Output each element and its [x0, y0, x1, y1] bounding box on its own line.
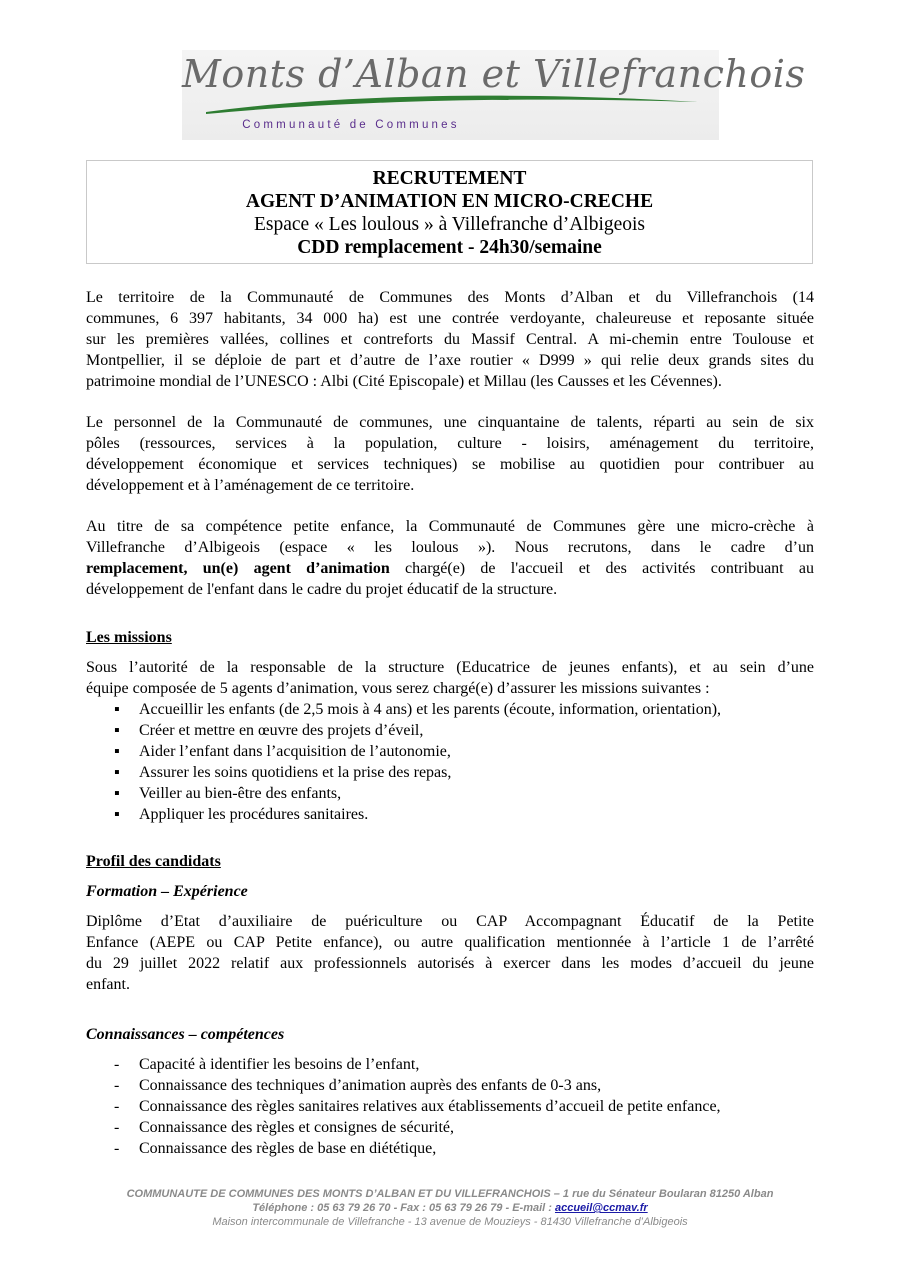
- list-item: ▪ Veiller au bien-être des enfants,: [114, 785, 342, 802]
- dash-icon: -: [114, 1140, 120, 1157]
- text-line: Villefranche d’Albigeois (espace « les loulous »). Nous recrutons, dans le cadre d’un: [86, 539, 814, 556]
- profile-section: [86, 851, 814, 872]
- highlight-role: remplacement, un(e) agent d’animation: [86, 560, 390, 577]
- skills-heading: Connaissances – compétences: [86, 1026, 285, 1043]
- logo-swoosh: [202, 90, 702, 118]
- footer-address: COMMUNAUTE DE COMMUNES DES MONTS D’ALBAN ET DU VILLEFRANCHOIS – 1 rue du Sénateur Boularan 81250 Alban: [126, 1188, 774, 1200]
- skills-section: [86, 1024, 814, 1045]
- list-item: ▪ Accueillir les enfants (de 2,5 mois à 4 ans) et les parents (écoute, information, orientation),: [114, 701, 722, 718]
- intro-paragraph-1: [86, 287, 814, 392]
- list-item: - Connaissance des règles et consignes de sécurité,: [114, 1119, 455, 1136]
- formation-text: [86, 911, 814, 995]
- list-item: - Connaissance des règles sanitaires relatives aux établissements d’accueil de petite enfance,: [114, 1098, 721, 1115]
- text-line: du 29 juillet 2022 relatif aux professionnels autorisés à exercer dans les modes d’accueil du jeune: [86, 955, 814, 972]
- text-line: Diplôme d’Etat d’auxiliaire de puériculture ou CAP Accompagnant Éducatif de la Petite: [86, 913, 814, 930]
- text-line: Le personnel de la Communauté de communes, une cinquantaine de talents, réparti au sein de six: [86, 414, 814, 431]
- text-line: [86, 558, 814, 579]
- logo: [182, 50, 806, 140]
- text-line: communes, 6 397 habitants, 34 000 ha) est une contrée verdoyante, chaleureuse et reposante située: [86, 310, 814, 327]
- formation-section: [86, 881, 814, 902]
- profile-heading: Profil des candidats: [86, 853, 221, 870]
- text-line: équipe composée de 5 agents d’animation, vous serez chargé(e) d’assurer les missions suivantes :: [86, 680, 710, 697]
- title-box: [86, 160, 813, 264]
- missions-heading: Les missions: [86, 629, 172, 646]
- intro-paragraph-3: [86, 516, 814, 600]
- footer-phone: Téléphone : 05 63 79 26 70 - Fax : 05 63 79 26 79 - E-mail :: [252, 1202, 555, 1214]
- text-line: enfant.: [86, 976, 130, 993]
- text-line: développement de l'enfant dans le cadre du projet éducatif de la structure.: [86, 581, 558, 598]
- text-line: développement et à l’aménagement de ce territoire.: [86, 477, 415, 494]
- missions-intro: [86, 657, 814, 699]
- bullet-icon: ▪: [114, 722, 120, 739]
- bullet-icon: ▪: [114, 806, 120, 823]
- bullet-icon: ▪: [114, 764, 120, 781]
- text-fragment: chargé(e) de l'accueil et des activités contribuant au: [389, 560, 814, 577]
- list-item: ▪ Créer et mettre en œuvre des projets d’éveil,: [114, 722, 424, 739]
- text-line: Enfance (AEPE ou CAP Petite enfance), ou autre qualification mentionnée à l’article 1 de l’arrêté: [86, 934, 814, 951]
- title-location: Espace « Les loulous » à Villefranche d’Albigeois: [253, 214, 646, 235]
- formation-heading: Formation – Expérience: [86, 883, 248, 900]
- list-item: ▪ Aider l’enfant dans l’acquisition de l’autonomie,: [114, 743, 451, 760]
- dash-icon: -: [114, 1056, 120, 1073]
- footer: [0, 1187, 900, 1229]
- text-line: Le territoire de la Communauté de Communes des Monts d’Alban et du Villefranchois (14: [86, 289, 814, 306]
- dash-icon: -: [114, 1119, 120, 1136]
- missions-list-wrap: [86, 699, 814, 825]
- footer-secondary-address: Maison intercommunale de Villefranche - 13 avenue de Mouzieys - 81430 Villefranche d’Albigeois: [212, 1216, 688, 1228]
- skills-list-wrap: [86, 1054, 814, 1159]
- logo-title: Monts d’Alban et Villefranchois: [182, 52, 806, 96]
- intro-paragraph-2: [86, 412, 814, 496]
- bullet-icon: ▪: [114, 701, 120, 718]
- list-item: ▪ Assurer les soins quotidiens et la prise des repas,: [114, 764, 452, 781]
- missions-list: [86, 699, 814, 825]
- bullet-icon: ▪: [114, 743, 120, 760]
- text-line: développement économique et services techniques) se mobilise au quotidien pour contribuer au: [86, 456, 814, 473]
- bullet-icon: ▪: [114, 785, 120, 802]
- text-line: Sous l’autorité de la responsable de la structure (Educatrice de jeunes enfants), et au sein d’une: [86, 659, 814, 676]
- text-line: Montpellier, il se déploie de part et d’autre de l’axe routier « D999 » qui relie deux grands sites du: [86, 352, 814, 369]
- missions-section: [86, 627, 814, 648]
- logo-subtitle: Communauté de Communes: [242, 119, 460, 131]
- footer-contact: [0, 1201, 900, 1215]
- dash-icon: -: [114, 1098, 120, 1115]
- title-recrutement: RECRUTEMENT: [372, 168, 527, 189]
- text-line: sur les premières vallées, collines et contreforts du Massif Central. A mi-chemin entre Toulouse et: [86, 331, 814, 348]
- list-item: - Connaissance des techniques d’animation auprès des enfants de 0-3 ans,: [114, 1077, 602, 1094]
- text-line: pôles (ressources, services à la population, culture - loisirs, aménagement du territoire,: [86, 435, 814, 452]
- title-job: AGENT D’ANIMATION EN MICRO-CRECHE: [245, 191, 654, 212]
- list-item: - Capacité à identifier les besoins de l’enfant,: [114, 1056, 420, 1073]
- list-item: ▪ Appliquer les procédures sanitaires.: [114, 806, 369, 823]
- dash-icon: -: [114, 1077, 120, 1094]
- text-line: Au titre de sa compétence petite enfance, la Communauté de Communes gère une micro-crèche à: [86, 518, 814, 535]
- text-line: patrimoine mondial de l’UNESCO : Albi (Cité Episcopale) et Millau (les Causses et les Cévennes).: [86, 373, 722, 390]
- title-contract: CDD remplacement - 24h30/semaine: [297, 237, 602, 258]
- skills-list: [86, 1054, 814, 1159]
- footer-email-link[interactable]: accueil@ccmav.fr: [554, 1202, 648, 1214]
- list-item: - Connaissance des règles de base en diététique,: [114, 1140, 437, 1157]
